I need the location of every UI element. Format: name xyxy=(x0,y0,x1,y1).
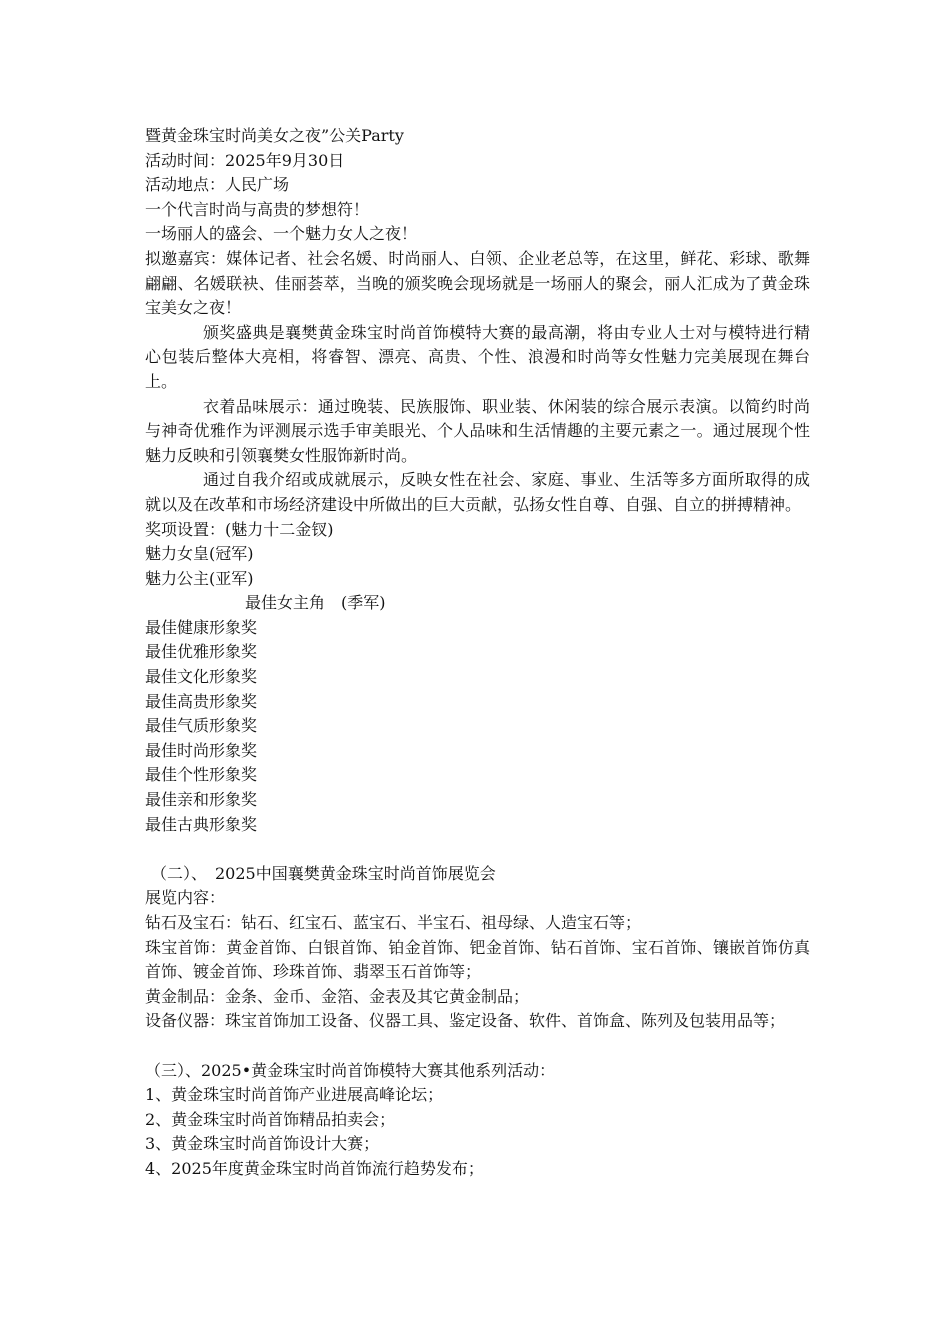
activity-item: 1、黄金珠宝时尚首饰产业进展高峰论坛； xyxy=(145,1085,444,1105)
slogan-line-2: 一场丽人的盛会、一个魅力女人之夜！ xyxy=(145,224,418,244)
slogan-line-1: 一个代言时尚与高贵的梦想符！ xyxy=(145,199,370,219)
spacer xyxy=(145,837,810,862)
guests-paragraph: 拟邀嘉宾：媒体记者、社会名媛、时尚丽人、白领、企业老总等，在这里，鲜花、彩球、歌舞翩翩、名媛联袂、佳丽荟萃，当晚的颁奖晚会现场就是一场丽人的聚会，丽人汇成为了黄金珠宝美女之夜！ xyxy=(145,248,810,318)
event-time: 活动时间：2025年9月30日 xyxy=(145,150,345,170)
activity-item: 4、2025年度黄金珠宝时尚首饰流行趋势发布； xyxy=(145,1158,484,1178)
award-item: 最佳亲和形象奖 xyxy=(145,790,258,810)
award-item: 最佳个性形象奖 xyxy=(145,765,258,785)
dress-show-paragraph: 衣着品味展示：通过晚装、民族服饰、职业装、休闲装的综合展示表演。以简约时尚与神奇优雅作为评测展示选手审美眼光、个人品味和生活情趣的主要元素之一。通过展现个性魅力反映和引领襄樊女性服饰新时尚。 xyxy=(145,396,810,465)
achievement-paragraph: 通过自我介绍或成就展示，反映女性在社会、家庭、事业、生活等多方面所取得的成就以及在改革和市场经济建设中所做出的巨大贡献，弘扬女性自尊、自强、自立的拼搏精神。 xyxy=(145,470,810,514)
award-item: 最佳时尚形象奖 xyxy=(145,740,258,760)
expo-equipment: 设备仪器：珠宝首饰加工设备、仪器工具、鉴定设备、软件、首饰盒、陈列及包装用品等； xyxy=(145,1011,786,1031)
award-item: 最佳高贵形象奖 xyxy=(145,691,258,711)
activity-item: 2、黄金珠宝时尚首饰精品拍卖会； xyxy=(145,1109,396,1129)
ceremony-paragraph: 颁奖盛典是襄樊黄金珠宝时尚首饰模特大赛的最高潮，将由专业人士对与模特进行精心包装后整体大亮相，将睿智、漂亮、高贵、个性、浪漫和时尚等女性魅力完美展现在舞台上。 xyxy=(145,322,810,391)
expo-gems: 钻石及宝石：钻石、红宝石、蓝宝石、半宝石、祖母绿、人造宝石等； xyxy=(145,913,642,932)
award-item: 最佳健康形象奖 xyxy=(145,617,258,637)
awards-heading: 奖项设置：(魅力十二金钗) xyxy=(145,519,334,539)
activity-item: 3、黄金珠宝时尚首饰设计大赛； xyxy=(145,1134,380,1154)
expo-jewelry: 珠宝首饰：黄金首饰、白银首饰、铂金首饰、钯金首饰、钻石首饰、宝石首饰、镶嵌首饰仿真首饰、镀金首饰、珍珠首饰、翡翠玉石首饰等； xyxy=(145,937,810,982)
expo-gold: 黄金制品：金条、金币、金箔、金表及其它黄金制品； xyxy=(145,986,530,1006)
expo-heading: （二）、 2025中国襄樊黄金珠宝时尚首饰展览会 xyxy=(151,863,496,883)
award-item: 最佳文化形象奖 xyxy=(145,667,258,687)
award-item: 最佳气质形象奖 xyxy=(145,716,258,736)
award-third: 最佳女主角 (季军) xyxy=(245,593,386,613)
award-item: 最佳古典形象奖 xyxy=(145,814,258,834)
spacer xyxy=(145,1034,810,1059)
award-item: 最佳优雅形象奖 xyxy=(145,642,258,662)
activities-heading: （三）、2025•黄金珠宝时尚首饰模特大赛其他系列活动： xyxy=(145,1060,556,1080)
event-title: 暨黄金珠宝时尚美女之夜”公关Party xyxy=(145,126,404,145)
event-place: 活动地点：人民广场 xyxy=(145,175,290,195)
document-body xyxy=(145,124,810,1182)
expo-label: 展览内容： xyxy=(145,888,226,908)
award-second: 魅力公主(亚军) xyxy=(145,568,254,588)
award-first: 魅力女皇(冠军) xyxy=(145,544,254,564)
